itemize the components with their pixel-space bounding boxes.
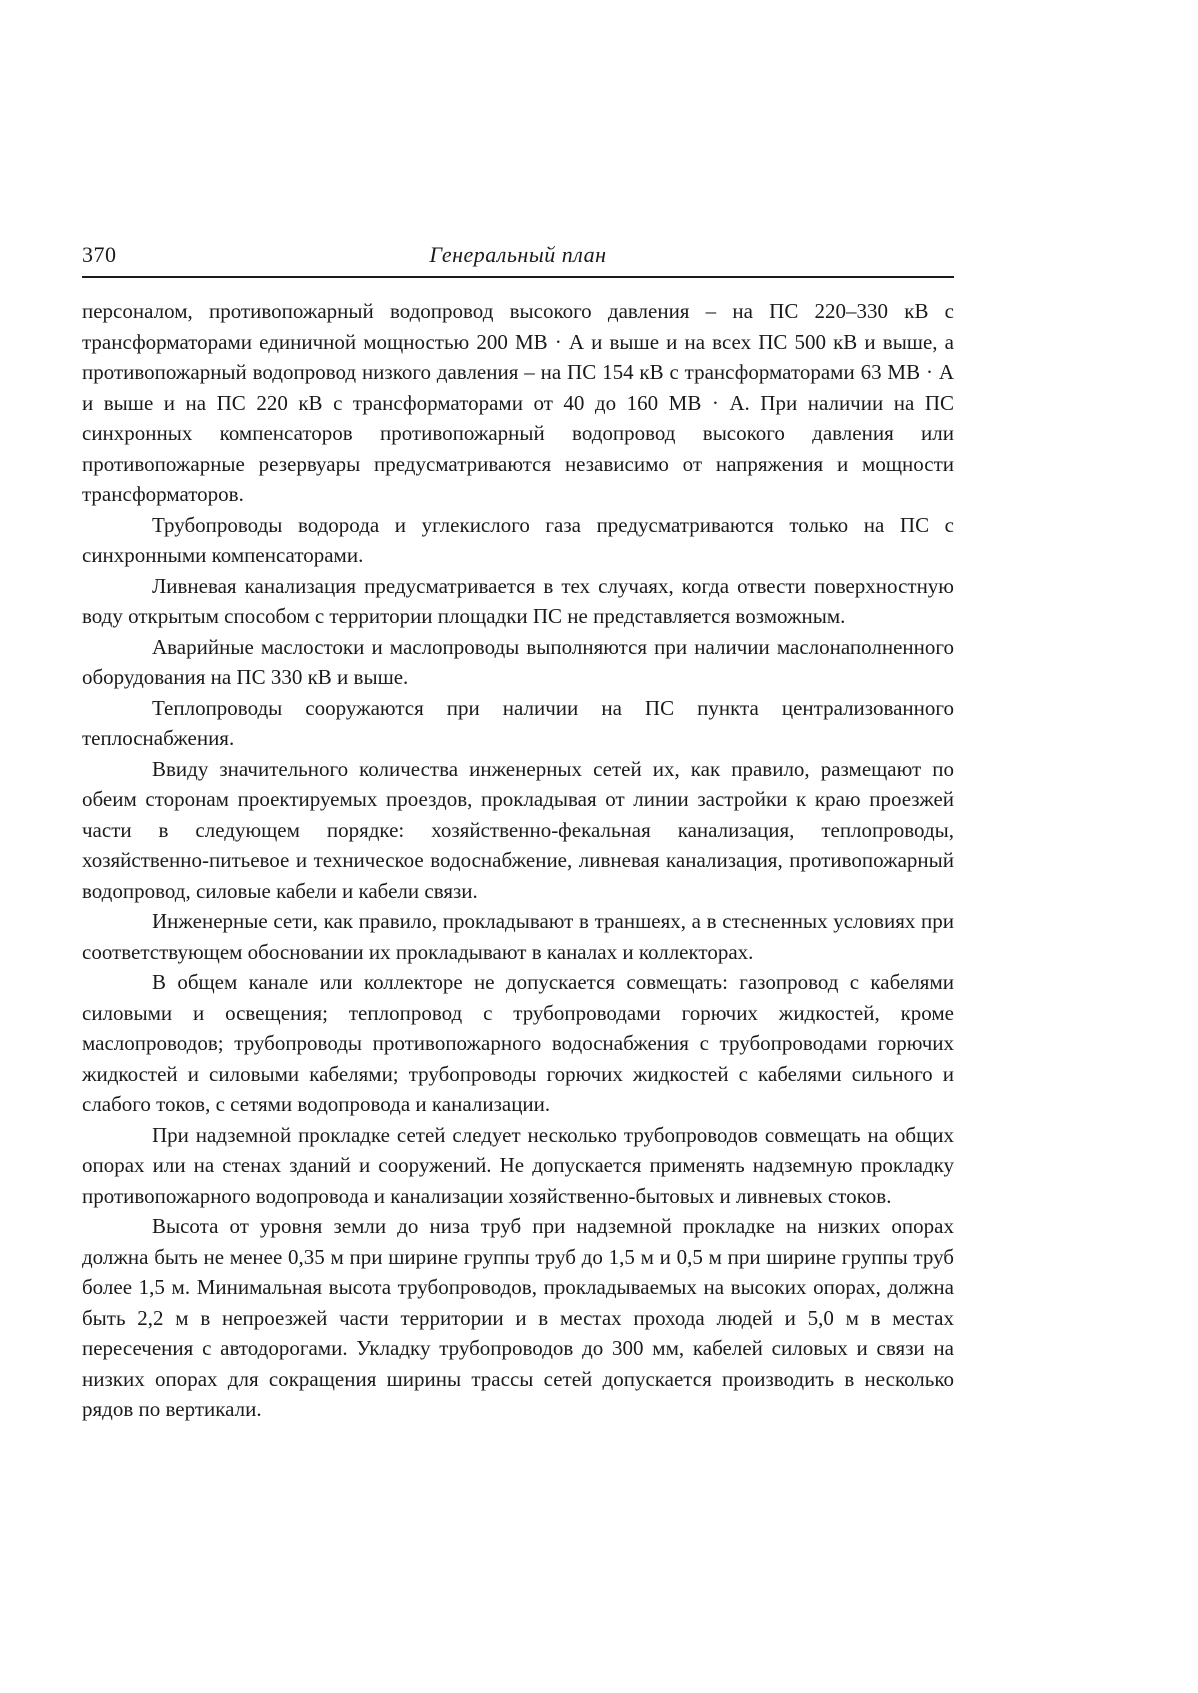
paragraph: При надземной прокладке сетей следует несколько трубопроводов совмещать на общих опорах или на стенах зданий и сооружений. Не допускается применять надземную прокладку противопожарного водопровода и канализации хозяйственно-бытовых и ливневых стоков. (82, 1122, 954, 1208)
paragraph: Ливневая канализация предусматривается в тех случаях, когда отвести поверхностную воду открытым способом с территории площадки ПС не представляется возможным. (82, 573, 954, 628)
paragraph: Трубопроводы водорода и углекислого газа предусматриваются только на ПС с синхронными компенсаторами. (82, 512, 954, 567)
body-text (82, 296, 954, 1425)
page-content (82, 236, 954, 1425)
paragraph: Теплопроводы сооружаются при наличии на ПС пункта централизованного теплоснабжения. (82, 695, 954, 750)
paragraph: Ввиду значительного количества инженерных сетей их, как правило, размещают по обеим сторонам проектируемых проездов, прокладывая от линии застройки к краю проезжей части в следующем порядке: хозяйственно-фекальная канализация, теплопроводы, хозяйственно-питьевое и техническое водоснабжение, ливневая канализация, противопожарный водопровод, силовые кабели и кабели связи. (82, 756, 954, 903)
running-header-title: Генеральный план (429, 242, 607, 267)
running-header (82, 236, 954, 278)
page-number: 370 (82, 242, 117, 267)
paragraph: персоналом, противопожарный водопровод высокого давления – на ПС 220–330 кВ с трансформаторами единичной мощностью 200 МВ · А и выше и на всех ПС 500 кВ и выше, а противопожарный водопровод низкого давления – на ПС 154 кВ с трансформаторами 63 МВ · А и выше и на ПС 220 кВ с трансформаторами от 40 до 160 МВ · А. При наличии на ПС синхронных компенсаторов противопожарный водопровод высокого давления или противопожарные резервуары предусматриваются независимо от напряжения и мощности трансформаторов. (82, 299, 954, 506)
paragraph: Высота от уровня земли до низа труб при надземной прокладке на низких опорах должна быть не менее 0,35 м при ширине группы труб до 1,5 м и 0,5 м при ширине группы труб более 1,5 м. Минимальная высота трубопроводов, прокладываемых на высоких опорах, должна быть 2,2 м в непроезжей части территории и в местах прохода людей и 5,0 м в местах пересечения с автодорогами. Укладку трубопроводов до 300 мм, кабелей силовых и связи на низких опорах для сокращения ширины трассы сетей допускается производить в несколько рядов по вертикали. (82, 1214, 954, 1421)
paragraph: Аварийные маслостоки и маслопроводы выполняются при наличии маслонаполненного оборудования на ПС 330 кВ и выше. (82, 634, 954, 689)
paragraph: В общем канале или коллекторе не допускается совмещать: газопровод с кабелями силовыми и освещения; теплопровод с трубопроводами горючих жидкостей, кроме маслопроводов; трубопроводы противопожарного водоснабжения с трубопроводами горючих жидкостей и силовыми кабелями; трубопроводы горючих жидкостей с кабелями сильного и слабого токов, с сетями водопровода и канализации. (82, 970, 954, 1116)
paragraph: Инженерные сети, как правило, прокладывают в траншеях, а в стесненных условиях при соответствующем обосновании их прокладывают в каналах и коллекторах. (82, 909, 954, 964)
